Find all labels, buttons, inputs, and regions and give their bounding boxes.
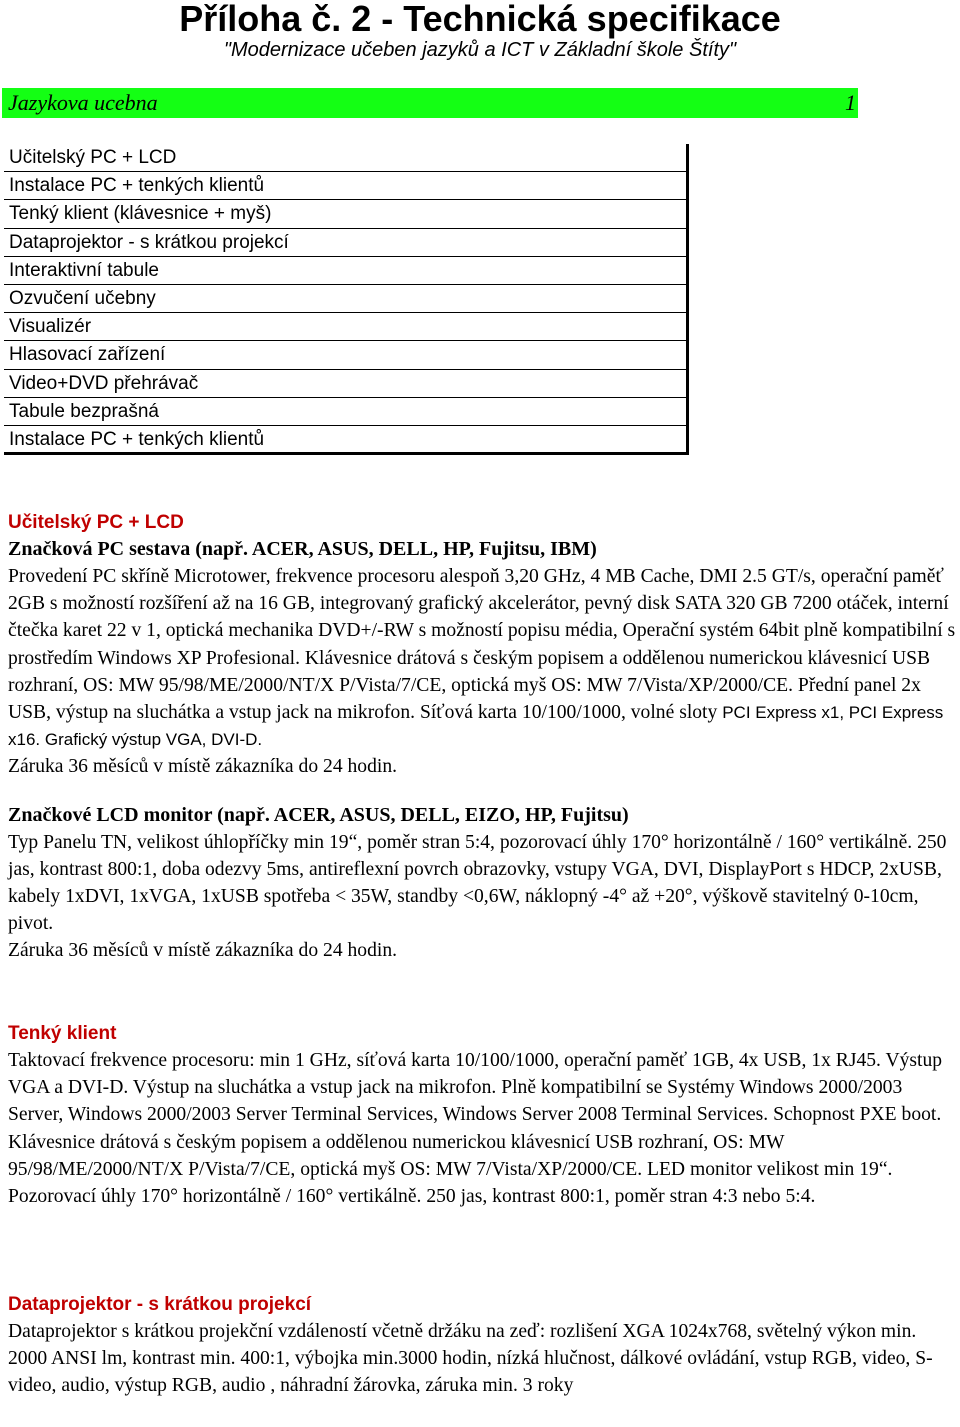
list-item: Tenký klient (klávesnice + myš)	[4, 200, 686, 228]
section-teacher-pc	[8, 509, 960, 965]
document-subtitle: "Modernizace učeben jazyků a ICT v Základní škole Štíty"	[223, 39, 737, 61]
list-item: Instalace PC + tenkých klientů	[9, 428, 265, 450]
list-item: Interaktivní tabule	[4, 257, 686, 285]
list-item: Instalace PC + tenkých klientů	[4, 172, 686, 200]
lcd-warranty: Záruka 36 měsíců v místě zákazníka do 24 hodin.	[8, 940, 398, 962]
list-item: Dataprojektor - s krátkou projekcí	[4, 229, 686, 257]
lcd-heading: Značkové LCD monitor (např. ACER, ASUS, DELL, EIZO, HP, Fujitsu)	[8, 803, 629, 826]
section-thin-client	[8, 1020, 960, 1210]
list-item: Hlasovací zařízení	[4, 341, 686, 369]
pc-heading: Značková PC sestava (např. ACER, ASUS, DELL, HP, Fujitsu, IBM)	[8, 538, 597, 560]
list-item: Ozvučení učebny	[4, 285, 686, 313]
thin-client-specification: Taktovací frekvence procesoru: min 1 GHz, síťová karta 10/100/1000, operační paměť 1GB, 4x USB, 1x RJ45. Výstup VGA a DVI-D. Výstup na sluchátka a vstup jack na mikrofon. Plně kompatibilní se Systémy Windows 2000/2003 Server, Windows 2000/2003 Server Terminal Services, Windows Server 2008 Terminal Services. Schopnost PXE boot. Klávesnice drátová s českým popisem a oddělenou numerickou klávesnicí USB rozhraní, OS: MW 95/98/ME/2000/NT/X P/Vista/7/CE, optická myš OS: MW 7/Vista/XP/2000/CE. LED monitor velikost min 19“. Pozorovací úhly 170° horizontálně / 160° vertikálně. 250 jas, kontrast 800:1, poměr stran 4:3 nebo 5:4.	[8, 1050, 943, 1208]
section-projector	[8, 1291, 960, 1400]
equipment-list	[4, 144, 689, 455]
list-item: Visualizér	[4, 313, 686, 341]
projector-specification: Dataprojektor s krátkou projekční vzdáleností včetně držáku na zeď: rozlišení XGA 1024x768, světelný výkon min. 2000 ANSI lm, kontrast min. 400:1, výbojka min.3000 hodin, nízká hlučnost, dálkové ovládání, vstup RGB, video, S-video, audio, výstup RGB, audio , náhradní žárovka, záruka min. 3 roky	[8, 1321, 933, 1397]
room-name: Jazykova ucebna	[8, 90, 158, 115]
room-number: 1	[845, 90, 856, 115]
pc-warranty: Záruka 36 měsíců v místě zákazníka do 24 hodin.	[8, 756, 398, 778]
list-item: Video+DVD přehrávač	[4, 370, 686, 398]
section-title: Dataprojektor - s krátkou projekcí	[8, 1294, 312, 1315]
room-header-bar	[2, 88, 858, 118]
pc-specification	[8, 563, 960, 753]
pc-spec-slots: PCI Express x1, PCI Express x16. Grafický výstup VGA, DVI-D.	[8, 703, 944, 750]
document-title: Příloha č. 2 - Technická specifikace	[179, 0, 781, 39]
list-item: Tabule bezprašná	[4, 398, 686, 426]
list-item: Učitelský PC + LCD	[4, 144, 686, 172]
section-title: Učitelský PC + LCD	[8, 512, 184, 533]
lcd-specification: Typ Panelu TN, velikost úhlopříčky min 19“, poměr stran 5:4, pozorovací úhly 170° horizontálně / 160° vertikálně. 250 jas, kontrast 800:1, doba odezvy 5ms, antireflexní povrch obrazovky, vstupy VGA, DVI, DisplayPort s HDCP, 2xUSB, kabely 1xDVI, 1xVGA, 1xUSB spotřeba < 35W, standby <0,6W, náklopný -4° až +20°, výškově stavitelný 0-10cm, pivot.	[8, 831, 947, 935]
section-title: Tenký klient	[8, 1023, 117, 1044]
pc-spec-text: Provedení PC skříně Microtower, frekvence procesoru alespoň 3,20 GHz, 4 MB Cache, DMI 2.5 GT/s, operační paměť 2GB s možností rozšíření až na 16 GB, integrovaný grafický akcelerátor, pevný disk SATA 320 GB 7200 otáček, interní čtečka karet 22 v 1, optická mechanika DVD+/-RW s možností popisu média, Operační systém 64bit plně kompatibilní s prostředím Windows XP Profesional. Klávesnice drátová s českým popisem a oddělenou numerickou klávesnicí USB rozhraní, OS: MW 95/98/ME/2000/NT/X P/Vista/7/CE, optická myš OS: MW 7/Vista/XP/2000/CE. Přední panel 2x USB, výstup na sluchátka a vstup jack na mikrofon. Síťová karta 10/100/1000, volné sloty	[8, 566, 956, 724]
